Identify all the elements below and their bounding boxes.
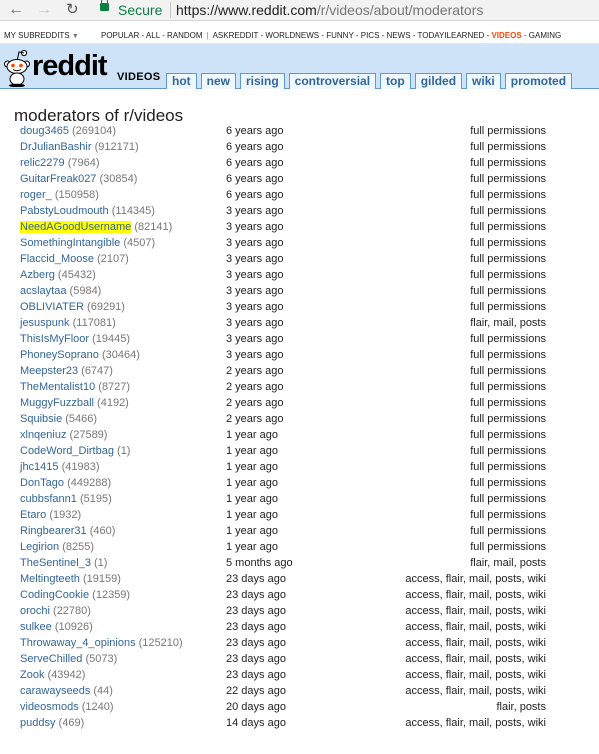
moderator-since: 3 years ago [226,221,284,233]
moderator-row [20,539,546,555]
moderator-username-link[interactable]: puddsy [20,717,56,729]
moderator-karma: (41983) [61,461,100,473]
moderator-karma: (44) [93,685,113,697]
moderator-user [20,235,155,251]
moderator-karma: (2107) [97,253,129,265]
trailing-subreddit-link[interactable]: - GAMING [521,31,562,40]
moderator-permissions: full permissions [470,525,546,537]
moderator-user [20,187,99,203]
moderator-permissions: full permissions [470,189,546,201]
moderator-since: 3 years ago [226,237,284,249]
page-title: moderators of r/videos [14,106,184,126]
tab-list [166,73,576,89]
moderator-username-link[interactable]: DrJulianBashir [20,141,92,153]
moderator-permissions: full permissions [470,285,546,297]
current-subreddit-link[interactable]: VIDEOS [491,31,522,40]
moderator-username-link[interactable]: OBLIVIATER [20,301,84,313]
moderator-row [20,267,546,283]
moderator-karma: (912171) [94,141,139,153]
moderator-karma: (7964) [67,157,100,169]
moderator-row [20,475,546,491]
moderator-permissions: full permissions [470,269,546,281]
moderator-username-link[interactable]: Flaccid_Moose [20,253,94,265]
moderator-username-link[interactable]: Legirion [20,541,60,553]
moderator-row [20,363,546,379]
moderator-user [20,555,107,571]
moderator-since: 1 year ago [226,541,278,553]
moderator-username-link[interactable]: jesuspunk [20,317,70,329]
moderator-karma: (449288) [67,477,112,489]
moderator-user [20,395,129,411]
moderator-user [20,443,130,459]
moderator-since: 3 years ago [226,205,284,217]
my-subreddits-dropdown[interactable] [4,28,79,44]
forward-arrow-icon[interactable]: → [36,1,52,18]
moderator-permissions: access, flair, mail, posts, wiki [405,637,546,649]
moderator-karma: (1932) [49,509,82,521]
moderator-username-link[interactable]: acslaytaa [20,285,67,297]
secure-label: Secure [118,2,163,18]
default-subreddit-links[interactable]: ASKREDDIT - WORLDNEWS - FUNNY - PICS - NEWS - TODAYILEARNED - [212,31,492,40]
moderator-username-link[interactable]: relic2279 [20,157,65,169]
moderator-since: 3 years ago [226,317,284,329]
moderator-username-link[interactable]: Meltingteeth [20,573,80,585]
moderator-user [20,299,125,315]
moderator-since: 23 days ago [226,589,286,601]
url-domain: https://www.reddit.com [176,2,317,18]
moderator-permissions: full permissions [470,125,546,137]
moderator-permissions: full permissions [470,429,546,441]
moderator-row [20,459,546,475]
moderator-user [20,331,130,347]
moderator-row [20,635,546,651]
moderator-permissions: flair, mail, posts [470,557,546,569]
moderator-row [20,347,546,363]
tab-rising[interactable]: rising [240,73,285,89]
moderator-username-link[interactable]: sulkee [20,621,52,633]
moderator-user [20,411,97,427]
moderator-username-link[interactable]: CodingCookie [20,589,90,601]
moderator-user [20,283,101,299]
moderator-username-link[interactable]: TheSentinel_3 [20,557,91,569]
moderator-karma: (269104) [72,125,117,137]
moderator-karma: (69291) [87,301,125,313]
moderator-user [20,203,155,219]
moderator-since: 3 years ago [226,285,284,297]
moderator-since: 2 years ago [226,365,284,377]
moderator-since: 3 years ago [226,269,284,281]
moderator-since: 23 days ago [226,605,286,617]
moderator-row [20,283,546,299]
moderator-permissions: full permissions [470,301,546,313]
moderator-user [20,315,116,331]
moderator-user [20,603,91,619]
moderator-since: 23 days ago [226,573,286,585]
moderator-permissions: access, flair, mail, posts, wiki [405,717,546,729]
moderator-karma: (469) [58,717,85,729]
subreddit-links [101,28,561,43]
moderator-username-link[interactable]: ServeChilled [20,653,83,665]
moderator-user [20,491,112,507]
moderator-since: 1 year ago [226,477,278,489]
moderator-row [20,523,546,539]
moderator-karma: (30464) [101,349,140,361]
moderator-permissions: full permissions [470,493,546,505]
moderator-karma: (8255) [62,541,94,553]
back-arrow-icon[interactable]: ← [8,1,24,18]
moderator-since: 23 days ago [226,621,286,633]
moderator-permissions: access, flair, mail, posts, wiki [405,605,546,617]
moderator-permissions: access, flair, mail, posts, wiki [405,669,546,681]
moderator-user [20,363,113,379]
moderator-row [20,555,546,571]
moderator-username-link[interactable]: Zook [20,669,45,681]
moderator-user [20,267,96,283]
moderator-since: 14 days ago [226,717,286,729]
moderator-karma: (5466) [65,413,98,425]
lock-icon [100,3,109,11]
moderator-karma: (12359) [92,589,131,601]
moderator-permissions: full permissions [470,397,546,409]
moderator-permissions: full permissions [470,237,546,249]
moderator-since: 6 years ago [226,157,284,169]
moderator-karma: (125210) [138,637,183,649]
moderator-row [20,683,546,699]
moderator-karma: (5984) [69,285,102,297]
moderator-user [20,219,172,235]
moderator-karma: (5073) [85,653,118,665]
moderator-permissions: access, flair, mail, posts, wiki [405,621,546,633]
moderator-karma: (117081) [72,317,116,329]
moderator-username-link[interactable]: DonTago [20,477,65,489]
moderator-row [20,331,546,347]
moderator-permissions: full permissions [470,349,546,361]
moderator-username-link[interactable]: MuggyFuzzball [20,397,94,409]
moderator-since: 1 year ago [226,461,278,473]
moderator-since: 2 years ago [226,397,284,409]
moderator-permissions: full permissions [470,205,546,217]
reddit-header [0,44,599,89]
moderator-karma: (150958) [54,189,99,201]
moderator-since: 2 years ago [226,413,284,425]
moderator-since: 3 years ago [226,301,284,313]
moderator-since: 20 days ago [226,701,286,713]
moderator-username-link[interactable]: Throwaway_4_opinions [20,637,136,649]
url-path: /r/videos/about/moderators [316,2,484,18]
moderator-since: 5 months ago [226,557,293,569]
moderator-permissions: full permissions [470,445,546,457]
moderator-row [20,715,546,731]
moderator-username-link[interactable]: PabstyLoudmouth [20,205,109,217]
moderator-permissions: full permissions [470,509,546,521]
moderator-username-link[interactable]: Etaro [20,509,47,521]
moderator-username-link[interactable]: GuitarFreak027 [20,173,97,185]
tab-wiki[interactable]: wiki [466,73,501,89]
moderator-row [20,411,546,427]
moderator-karma: (114345) [111,205,155,217]
moderator-row [20,155,546,171]
tab-new[interactable]: new [201,73,236,89]
moderator-user [20,155,100,171]
moderator-permissions: full permissions [470,477,546,489]
moderator-user [20,539,94,555]
moderator-row [20,619,546,635]
moderator-permissions: full permissions [470,333,546,345]
moderator-permissions: full permissions [470,173,546,185]
moderator-since: 6 years ago [226,125,284,137]
reload-icon[interactable]: ↻ [66,1,79,18]
moderator-karma: (22780) [53,605,91,617]
moderator-user [20,123,116,139]
moderator-permissions: full permissions [470,413,546,425]
moderator-row [20,427,546,443]
moderator-permissions: flair, posts [496,701,546,713]
moderator-row [20,395,546,411]
moderator-since: 2 years ago [226,381,284,393]
moderator-karma: (43942) [47,669,86,681]
moderator-since: 1 year ago [226,509,278,521]
moderator-username-link[interactable]: SomethingIntangible [20,237,121,249]
moderator-row [20,443,546,459]
moderator-row [20,379,546,395]
moderator-karma: (1240) [81,701,114,713]
moderator-karma: (27589) [69,429,108,441]
moderator-karma: (19445) [92,333,131,345]
moderator-permissions: full permissions [470,253,546,265]
moderator-user [20,571,121,587]
moderator-since: 3 years ago [226,333,284,345]
moderator-karma: (1) [117,445,131,457]
moderator-since: 1 year ago [226,429,278,441]
moderator-row [20,299,546,315]
moderator-username-link[interactable]: Squibsie [20,413,63,425]
moderator-permissions: access, flair, mail, posts, wiki [405,685,546,697]
tab-hot[interactable]: hot [166,73,197,89]
moderator-permissions: flair, mail, posts [470,317,546,329]
moderator-karma: (6747) [81,365,113,377]
moderator-karma: (82141) [134,221,173,233]
moderator-row [20,123,546,139]
moderator-username-link[interactable]: roger_ [20,189,52,201]
subreddit-bar [0,28,599,44]
tab-promoted[interactable]: promoted [505,73,572,89]
moderator-since: 3 years ago [226,253,284,265]
moderator-username-link[interactable]: videosmods [20,701,79,713]
moderator-username-link[interactable]: jhc1415 [20,461,59,473]
moderator-permissions: full permissions [470,157,546,169]
moderator-user [20,699,114,715]
moderator-username-link[interactable]: cubbsfann1 [20,493,77,505]
moderator-row [20,507,546,523]
moderator-permissions: full permissions [470,221,546,233]
moderator-row [20,587,546,603]
moderator-user [20,667,85,683]
moderator-user [20,587,130,603]
moderator-username-link[interactable]: Azberg [20,269,55,281]
browser-toolbar [0,0,599,21]
moderator-karma: (1) [94,557,108,569]
moderator-row [20,491,546,507]
moderator-permissions: full permissions [470,141,546,153]
moderator-karma: (19159) [83,573,121,585]
moderator-username-link[interactable]: xlnqeniuz [20,429,67,441]
moderator-user [20,459,100,475]
moderator-permissions: access, flair, mail, posts, wiki [405,573,546,585]
moderator-row [20,139,546,155]
moderator-username-link[interactable]: Ringbearer31 [20,525,87,537]
moderator-row [20,603,546,619]
moderator-row [20,251,546,267]
moderator-user [20,683,113,699]
moderator-since: 22 days ago [226,685,286,697]
moderator-row [20,667,546,683]
tab-controversial[interactable]: controversial [289,73,376,89]
moderator-since: 6 years ago [226,141,284,153]
moderator-karma: (460) [89,525,116,537]
moderator-username-link[interactable]: CodeWord_Dirtbag [20,445,114,457]
moderator-user [20,523,115,539]
moderator-karma: (45432) [57,269,96,281]
moderator-since: 1 year ago [226,525,278,537]
popular-all-random-links[interactable]: POPULAR - ALL - RANDOM [101,31,203,40]
moderator-since: 6 years ago [226,173,284,185]
moderator-user [20,251,129,267]
moderator-since: 23 days ago [226,653,286,665]
moderator-username-link[interactable]: PhoneySoprano [20,349,99,361]
tab-top[interactable]: top [380,73,411,89]
moderator-user [20,507,81,523]
moderator-row [20,651,546,667]
address-bar[interactable] [176,1,483,19]
moderator-permissions: full permissions [470,365,546,377]
chevron-down-icon: ▼ [71,33,79,40]
address-divider [170,2,171,18]
moderator-user [20,379,130,395]
moderator-user [20,619,93,635]
moderator-since: 1 year ago [226,445,278,457]
moderator-username-link[interactable]: TheMentalist10 [20,381,96,393]
moderator-user [20,475,111,491]
moderator-user [20,651,117,667]
moderator-permissions: full permissions [470,541,546,553]
moderator-karma: (10926) [54,621,93,633]
moderator-row [20,171,546,187]
moderator-username-link[interactable]: orochi [20,605,50,617]
moderator-user [20,139,139,155]
moderator-row [20,235,546,251]
moderator-karma: (4192) [97,397,129,409]
reddit-wordmark[interactable]: reddit [32,50,107,82]
moderator-since: 23 days ago [226,637,286,649]
moderator-permissions: full permissions [470,461,546,473]
moderator-karma: (30854) [99,173,138,185]
moderator-karma: (5195) [79,493,112,505]
moderator-username-link[interactable]: Meepster23 [20,365,79,377]
moderator-username-link[interactable]: ThisIsMyFloor [20,333,90,345]
moderator-row [20,203,546,219]
moderator-since: 1 year ago [226,493,278,505]
moderator-row [20,315,546,331]
moderator-row [20,187,546,203]
moderator-row [20,699,546,715]
moderator-user [20,715,84,731]
moderator-username-link[interactable]: NeedAGoodUsername [20,221,132,233]
moderator-user [20,427,107,443]
subreddit-name[interactable]: VIDEOS [117,71,161,83]
moderator-username-link[interactable]: carawayseeds [20,685,91,697]
my-subreddits-label: MY SUBREDDITS [4,31,70,40]
moderator-permissions: access, flair, mail, posts, wiki [405,653,546,665]
moderator-list [20,123,546,731]
tab-gilded[interactable]: gilded [415,73,462,89]
moderator-karma: (4507) [123,237,156,249]
moderator-permissions: access, flair, mail, posts, wiki [405,589,546,601]
moderator-username-link[interactable]: doug3465 [20,125,69,137]
reddit-alien-logo-icon[interactable] [3,49,31,87]
link-divider: | [206,31,209,40]
moderator-user [20,635,183,651]
moderator-since: 23 days ago [226,669,286,681]
moderator-row [20,571,546,587]
moderator-karma: (8727) [98,381,131,393]
moderator-user [20,347,140,363]
moderator-since: 6 years ago [226,189,284,201]
moderator-since: 3 years ago [226,349,284,361]
moderator-row [20,219,546,235]
moderator-permissions: full permissions [470,381,546,393]
moderator-user [20,171,137,187]
